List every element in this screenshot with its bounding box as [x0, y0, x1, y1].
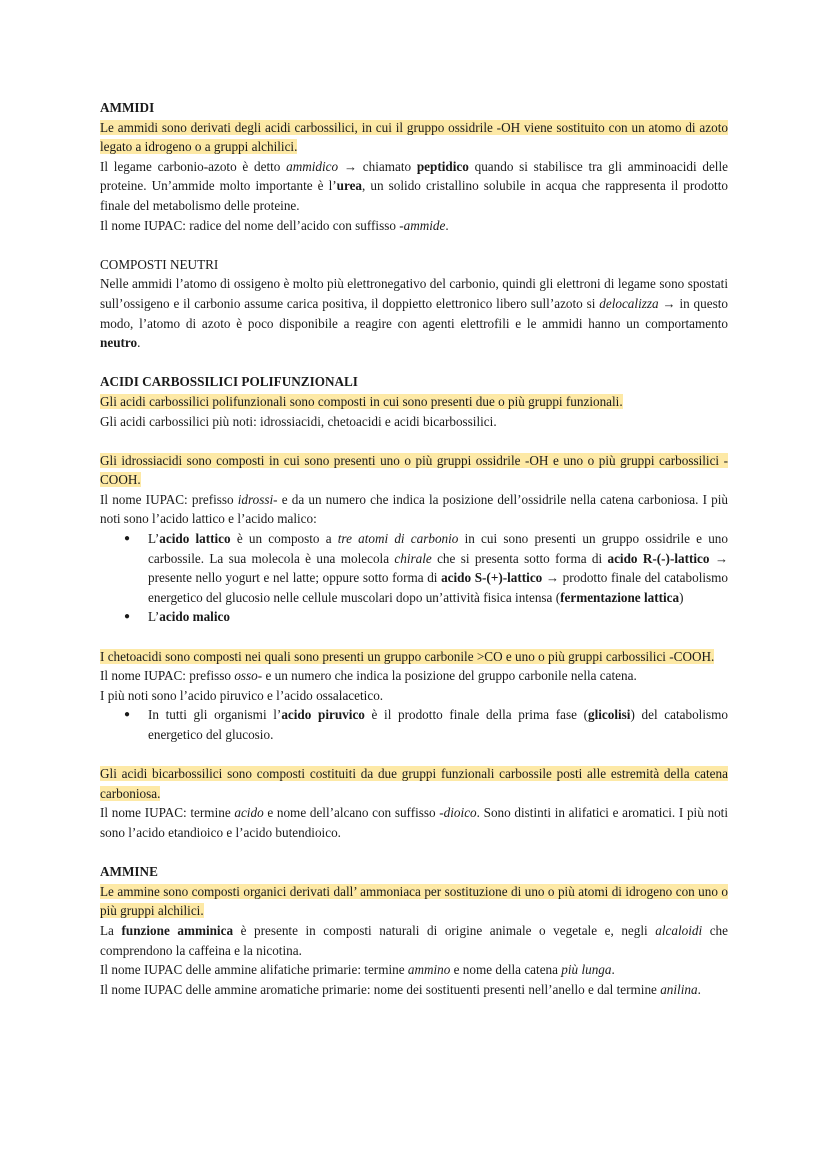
- paragraph-iupac-aromatiche: Il nome IUPAC delle ammine aromatiche primarie: nome dei sostituenti presenti nell’anello e dal termine anilina.: [100, 981, 701, 997]
- definition-ammidi: Le ammidi sono derivati degli acidi carbossilici, in cui il gruppo ossidrile -OH viene sostituito con un atomo di azoto legato a idrogeno o a gruppi alchilici.: [100, 119, 728, 155]
- list-item-acido-piruvico: ● In tutti gli organismi l’acido piruvico è il prodotto finale della prima fase (glicolisi) del catabolismo energetico del glucosio.: [148, 705, 728, 744]
- definition-idrossiacidi: Gli idrossiacidi sono composti in cui sono presenti uno o più gruppi ossidrile -OH e uno o più gruppi carbossilici -COOH.: [100, 452, 728, 488]
- paragraph-iupac-chetoacidi: Il nome IUPAC: prefisso osso- e un numero che indica la posizione del gruppo carbonile nella catena.: [100, 668, 637, 684]
- paragraph-iupac-alifatiche: Il nome IUPAC delle ammine alifatiche primarie: termine ammino e nome della catena più lunga.: [100, 962, 615, 978]
- definition-chetoacidi: I chetoacidi sono composti nei quali sono presenti un gruppo carbonile >CO e uno o più gruppi carbossilici -COOH.: [100, 648, 715, 664]
- heading-ammine: AMMINE: [100, 864, 158, 880]
- paragraph-idrossiacidi: Il nome IUPAC: prefisso idrossi- e da un numero che indica la posizione dell’ossidrile nella catena carboniosa. I più noti sono l’acido lattico e l’acido malico:: [100, 491, 728, 527]
- list-item-acido-lattico: ● L’acido lattico è un composto a tre atomi di carbonio in cui sono presenti un gruppo ossidrile e uno carbossile. La sua molecola è una molecola chirale che si presenta sotto forma di acido R-(-)-lattico → presente nello yogurt e nel latte; oppure sotto forma di acido S-(+)-lattico → prodotto finale del catabolismo energetico del glucosio nelle cellule muscolari dopo un’attività fisica intensa (fermentazione lattica): [148, 529, 728, 607]
- definition-bicarbossilici: Gli acidi bicarbossilici sono composti costituiti da due gruppi funzionali carbossile posti alle estremità della catena carboniosa.: [100, 766, 728, 801]
- paragraph-funzione-amminica: La funzione amminica è presente in composti naturali di origine animale o vegetale e, negli alcaloidi che comprendono la caffeina e la nicotina.: [100, 922, 728, 958]
- document-body: [100, 98, 728, 999]
- paragraph-neutri: Nelle ammidi l’atomo di ossigeno è molto più elettronegativo del carbonio, quindi gli elettroni di legame sono spostati sull’ossigeno e il carbonio assume carica positiva, il doppietto elettronico libero sull’azoto si delocalizza → in questo modo, l’atomo di azoto è poco disponibile a reagire con agenti elettrofili e le ammidi hanno un comportamento neutro.: [100, 276, 728, 351]
- paragraph-iupac-ammidi: Il nome IUPAC: radice del nome dell’acido con suffisso -ammide.: [100, 217, 449, 233]
- definition-polifunzionali: Gli acidi carbossilici polifunzionali sono composti in cui sono presenti due o più gruppi funzionali.: [100, 393, 623, 409]
- paragraph-polifunzionali: Gli acidi carbossilici più noti: idrossiacidi, chetoacidi e acidi bicarbossilici.: [100, 413, 497, 429]
- heading-polifunzionali: ACIDI CARBOSSILICI POLIFUNZIONALI: [100, 374, 358, 390]
- list-chetoacidi: [100, 705, 728, 744]
- paragraph-legame: Il legame carbonio-azoto è detto ammidico → chiamato peptidico quando si stabilisce tra gli amminoacidi delle proteine. Un’ammide molto importante è l’urea, un solido cristallino solubile in acqua che rappresenta il prodotto finale del metabolismo delle proteine.: [100, 158, 728, 213]
- list-idrossiacidi: [100, 529, 728, 627]
- heading-composti-neutri: COMPOSTI NEUTRI: [100, 256, 219, 272]
- paragraph-piu-noti-chetoacidi: I più noti sono l’acido piruvico e l’acido ossalacetico.: [100, 687, 384, 703]
- list-item-acido-malico: ● L’acido malico: [148, 607, 728, 627]
- paragraph-bicarbossilici: Il nome IUPAC: termine acido e nome dell’alcano con suffisso -dioico. Sono distinti in alifatici e aromatici. I più noti sono l’acido etandioico e l’acido butendioico.: [100, 805, 728, 840]
- heading-ammidi: AMMIDI: [100, 100, 155, 115]
- definition-ammine: Le ammine sono composti organici derivati dall’ ammoniaca per sostituzione di uno o più atomi di idrogeno con uno o più gruppi alchilici.: [100, 883, 728, 919]
